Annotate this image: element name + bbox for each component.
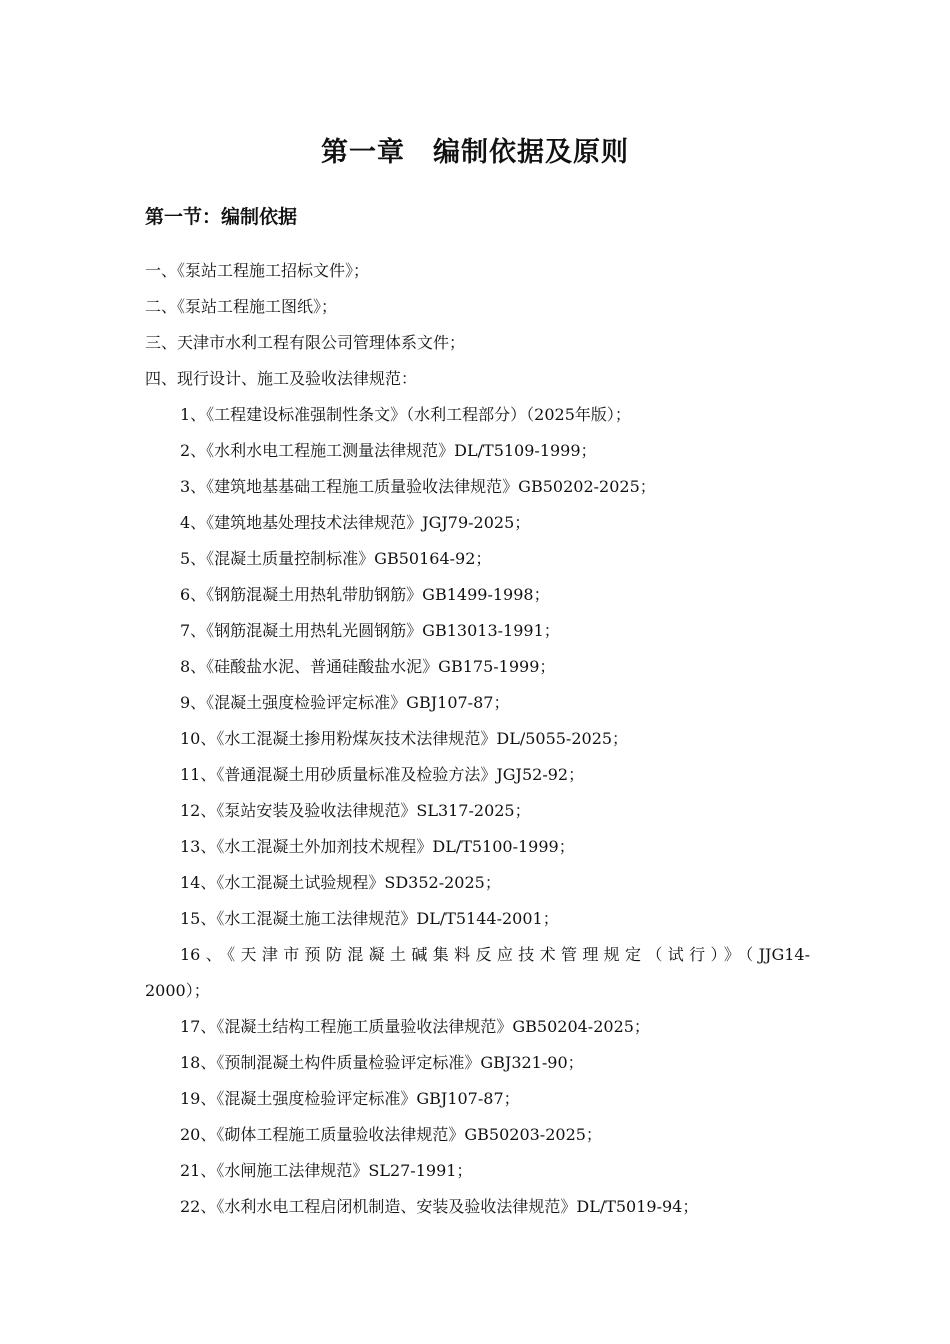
list-item: 一、《泵站工程施工招标文件》； [145,261,370,280]
standard-item: 15、《水工混凝土施工法律规范》DL/T5144-2001； [180,909,559,928]
standard-item-16-line1: 16、《天津市预防混凝土碱集料反应技术管理规定（试行）》（JJG14- [180,945,810,964]
standard-item: 11、《普通混凝土用砂质量标准及检验方法》JGJ52-92； [180,765,585,784]
standard-item: 10、《水工混凝土掺用粉煤灰技术法律规范》DL/5055-2025； [180,729,629,748]
standard-item: 21、《水闸施工法律规范》SL27-1991； [180,1161,473,1180]
list-item: 二、《泵站工程施工图纸》； [145,297,338,316]
standard-item: 13、《水工混凝土外加剂技术规程》DL/T5100-1999； [180,837,575,856]
standard-item: 18、《预制混凝土构件质量检验评定标准》GBJ321-90； [180,1053,584,1072]
standard-item: 6、《钢筋混凝土用热轧带肋钢筋》GB1499-1998； [180,585,550,604]
basis-list [145,253,810,1225]
standard-item: 5、《混凝土质量控制标准》GB50164-92； [180,549,492,568]
list-item: 三、天津市水利工程有限公司管理体系文件； [145,333,466,352]
standard-item: 4、《建筑地基处理技术法律规范》JGJ79-2025； [180,513,531,532]
standard-item: 19、《混凝土强度检验评定标准》GBJ107-87； [180,1089,520,1108]
standard-item-16-line2: 2000）； [145,981,210,1000]
list-item: 四、现行设计、施工及验收法律规范： [145,369,418,388]
standard-item: 1、《工程建设标准强制性条文》（水利工程部分）（2025年版）； [180,405,631,424]
standard-item: 8、《硅酸盐水泥、普通硅酸盐水泥》GB175-1999； [180,657,556,676]
standard-item: 17、《混凝土结构工程施工质量验收法律规范》GB50204-2025； [180,1017,650,1036]
chapter-title: 第一章 编制依据及原则 [321,137,629,168]
standard-item: 12、《泵站安装及验收法律规范》SL317-2025； [180,801,531,820]
standard-item: 2、《水利水电工程施工测量法律规范》DL/T5109-1999； [180,441,597,460]
section-title: 第一节：编制依据 [145,206,298,228]
standard-item: 7、《钢筋混凝土用热轧光圆钢筋》GB13013-1991； [180,621,560,640]
standard-item: 22、《水利水电工程启闭机制造、安装及验收法律规范》DL/T5019-94； [180,1197,699,1216]
standard-item: 9、《混凝土强度检验评定标准》GBJ107-87； [180,693,510,712]
standard-item: 20、《砌体工程施工质量验收法律规范》GB50203-2025； [180,1125,602,1144]
standard-item: 14、《水工混凝土试验规程》SD352-2025； [180,873,501,892]
standard-item: 3、《建筑地基基础工程施工质量验收法律规范》GB50202-2025； [180,477,656,496]
